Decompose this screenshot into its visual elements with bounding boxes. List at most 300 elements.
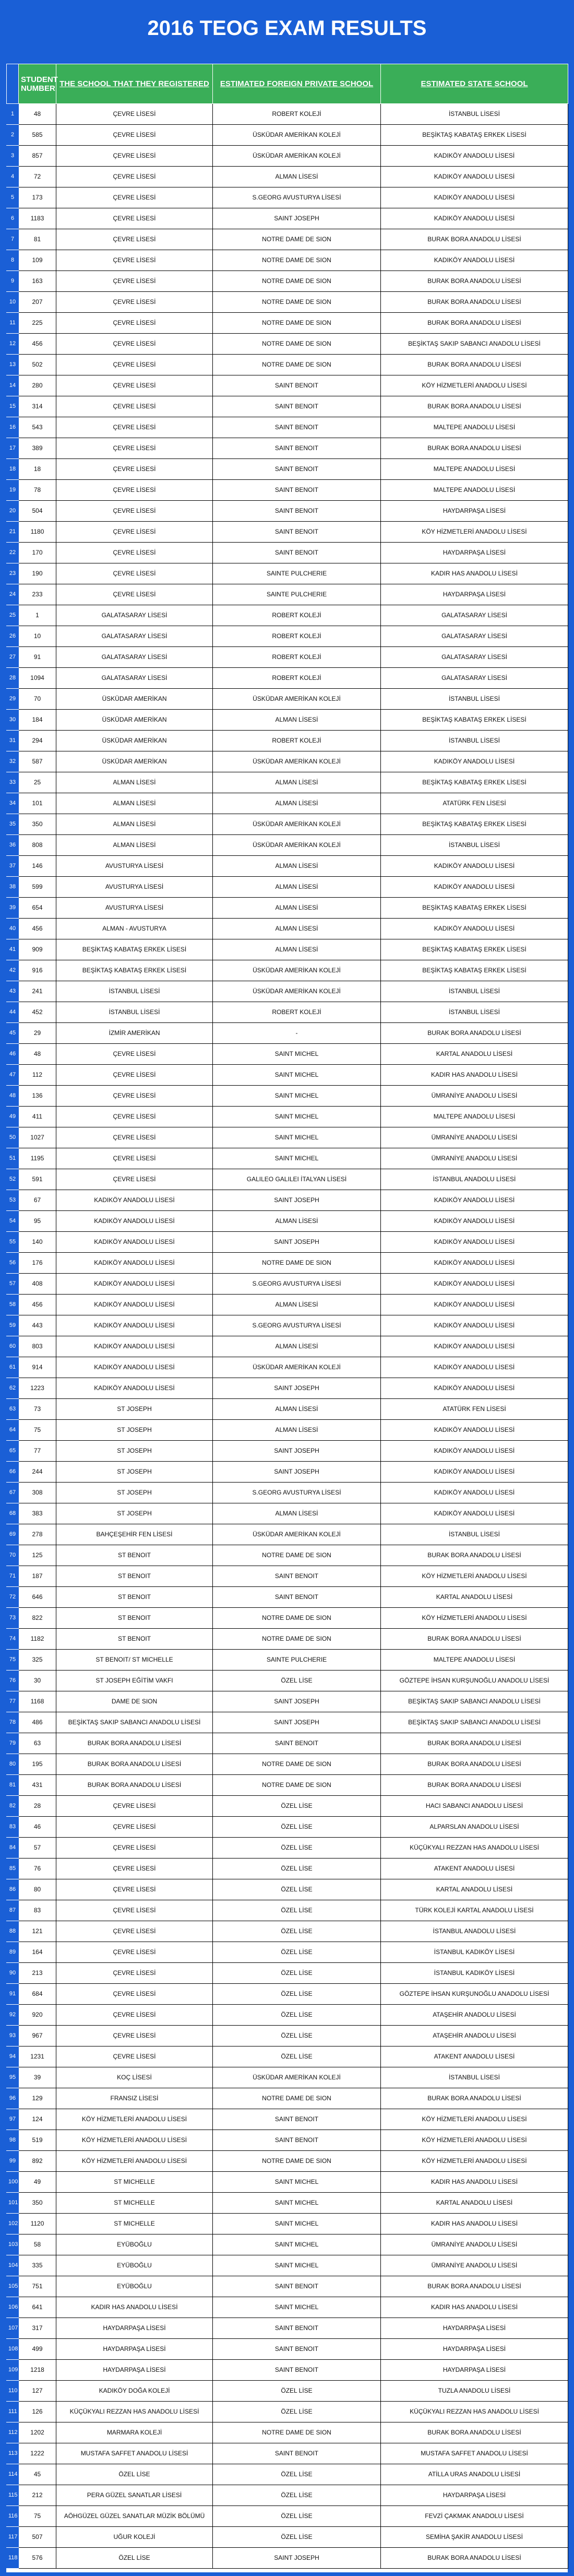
student-number-cell: 587 <box>19 751 56 772</box>
private-school-cell: ÖZEL LİSE <box>213 1796 381 1817</box>
row-index: 57 <box>7 1274 19 1295</box>
private-school-cell: SAINT BENOIT <box>213 522 381 543</box>
student-number-cell: 28 <box>19 1796 56 1817</box>
student-number-cell: 486 <box>19 1712 56 1733</box>
student-number-cell: 10 <box>19 626 56 647</box>
state-school-cell: KÖY HİZMETLERİ ANADOLU LİSESİ <box>381 522 568 543</box>
private-school-cell: ÜSKÜDAR AMERİKAN KOLEJİ <box>213 689 381 710</box>
student-number-cell: 808 <box>19 835 56 856</box>
table-row <box>7 772 568 793</box>
state-school-cell: BURAK BORA ANADOLU LİSESİ <box>381 292 568 313</box>
table-row <box>7 2381 568 2402</box>
row-index: 59 <box>7 1315 19 1336</box>
registered-school-cell: KÖY HİZMETLERİ ANADOLU LİSESİ <box>56 2151 213 2172</box>
student-number-cell: 543 <box>19 417 56 438</box>
private-school-cell: ÜSKÜDAR AMERİKAN KOLEJİ <box>213 1357 381 1378</box>
registered-school-cell: ÇEVRE LİSESİ <box>56 584 213 605</box>
student-number-cell: 129 <box>19 2088 56 2109</box>
row-index: 90 <box>7 1963 19 1984</box>
state-school-cell: KADIKÖY ANADOLU LİSESİ <box>381 1420 568 1441</box>
table-row <box>7 1169 568 1190</box>
row-index: 78 <box>7 1712 19 1733</box>
registered-school-cell: ST JOSEPH <box>56 1399 213 1420</box>
row-index: 52 <box>7 1169 19 1190</box>
state-school-cell: HACI SABANCI ANADOLU LİSESİ <box>381 1796 568 1817</box>
private-school-cell: ÜSKÜDAR AMERİKAN KOLEJİ <box>213 960 381 981</box>
table-row <box>7 1754 568 1775</box>
student-number-cell: 684 <box>19 1984 56 2005</box>
table-row <box>7 355 568 375</box>
student-number-cell: 190 <box>19 563 56 584</box>
registered-school-cell: ÇEVRE LİSESİ <box>56 1065 213 1086</box>
table-row <box>7 146 568 167</box>
table-row <box>7 2172 568 2193</box>
registered-school-cell: KADIKÖY ANADOLU LİSESİ <box>56 1274 213 1295</box>
student-number-cell: 519 <box>19 2130 56 2151</box>
student-number-cell: 109 <box>19 250 56 271</box>
row-index: 113 <box>7 2443 19 2464</box>
private-school-cell: SAINT BENOIT <box>213 375 381 396</box>
registered-school-cell: ÜSKÜDAR AMERİKAN <box>56 731 213 751</box>
registered-school-cell: AVUSTURYA LİSESİ <box>56 856 213 877</box>
state-school-cell: TUZLA ANADOLU LİSESİ <box>381 2381 568 2402</box>
row-index: 54 <box>7 1211 19 1232</box>
private-school-cell: SAINT MICHEL <box>213 1065 381 1086</box>
row-index: 25 <box>7 605 19 626</box>
private-school-cell: ÖZEL LİSE <box>213 2506 381 2527</box>
state-school-cell: TÜRK KOLEJİ KARTAL ANADOLU LİSESİ <box>381 1900 568 1921</box>
table-row <box>7 271 568 292</box>
state-school-cell: İSTANBUL LİSESİ <box>381 104 568 125</box>
private-school-cell: SAINT MICHEL <box>213 2193 381 2214</box>
state-school-cell: GÖZTEPE İHSAN KURŞUNOĞLU ANADOLU LİSESİ <box>381 1671 568 1691</box>
registered-school-cell: ÇEVRE LİSESİ <box>56 1900 213 1921</box>
registered-school-cell: ST BENOIT <box>56 1629 213 1650</box>
private-school-cell: NOTRE DAME DE SION <box>213 250 381 271</box>
registered-school-cell: ÇEVRE LİSESİ <box>56 480 213 501</box>
student-number-cell: 77 <box>19 1441 56 1462</box>
private-school-cell: SAINT BENOIT <box>213 501 381 522</box>
state-school-cell: BEŞİKTAŞ KABATAŞ ERKEK LİSESİ <box>381 710 568 731</box>
student-number-cell: 125 <box>19 1545 56 1566</box>
private-school-cell: NOTRE DAME DE SION <box>213 1608 381 1629</box>
private-school-cell: SAINT BENOIT <box>213 459 381 480</box>
table-row <box>7 2255 568 2276</box>
row-index: 116 <box>7 2506 19 2527</box>
state-school-cell: BEŞİKTAŞ SAKIP SABANCI ANADOLU LİSESİ <box>381 1691 568 1712</box>
student-number-cell: 452 <box>19 1002 56 1023</box>
table-row <box>7 2046 568 2067</box>
registered-school-cell: BEŞİKTAŞ SAKIP SABANCI ANADOLU LİSESİ <box>56 1712 213 1733</box>
private-school-cell: NOTRE DAME DE SION <box>213 229 381 250</box>
state-school-cell: KÖY HİZMETLERİ ANADOLU LİSESİ <box>381 2130 568 2151</box>
private-school-cell: ÖZEL LİSE <box>213 2005 381 2026</box>
registered-school-cell: HAYDARPAŞA LİSESİ <box>56 2339 213 2360</box>
table-row <box>7 1127 568 1148</box>
student-number-cell: 48 <box>19 104 56 125</box>
table-row <box>7 1065 568 1086</box>
registered-school-cell: ÇEVRE LİSESİ <box>56 2026 213 2046</box>
table-row <box>7 1587 568 1608</box>
table-row <box>7 1148 568 1169</box>
student-number-cell: 892 <box>19 2151 56 2172</box>
table-row <box>7 584 568 605</box>
student-number-cell: 456 <box>19 919 56 939</box>
registered-school-cell: ST BENOIT/ ST MICHELLE <box>56 1650 213 1671</box>
table-row <box>7 1378 568 1399</box>
registered-school-cell: ÇEVRE LİSESİ <box>56 146 213 167</box>
row-index: 75 <box>7 1650 19 1671</box>
state-school-header-label: ESTIMATED STATE SCHOOL <box>421 79 528 88</box>
row-index: 112 <box>7 2422 19 2443</box>
registered-school-cell: İSTANBUL LİSESİ <box>56 1002 213 1023</box>
student-number-cell: 1 <box>19 605 56 626</box>
registered-school-cell: ÇEVRE LİSESİ <box>56 271 213 292</box>
student-number-cell: 599 <box>19 877 56 898</box>
registered-school-cell: ÇEVRE LİSESİ <box>56 1879 213 1900</box>
private-school-cell: SAINT JOSEPH <box>213 1462 381 1483</box>
registered-school-cell: ÇEVRE LİSESİ <box>56 1942 213 1963</box>
table-row <box>7 1044 568 1065</box>
registered-school-cell: ST MICHELLE <box>56 2193 213 2214</box>
state-school-cell: BURAK BORA ANADOLU LİSESİ <box>381 271 568 292</box>
registered-school-cell: ÇEVRE LİSESİ <box>56 1127 213 1148</box>
row-index: 35 <box>7 814 19 835</box>
state-school-cell: BURAK BORA ANADOLU LİSESİ <box>381 2422 568 2443</box>
registered-school-cell: İZMİR AMERİKAN <box>56 1023 213 1044</box>
student-number-cell: 39 <box>19 2067 56 2088</box>
row-index: 43 <box>7 981 19 1002</box>
row-index: 44 <box>7 1002 19 1023</box>
private-school-cell: ALMAN LİSESİ <box>213 919 381 939</box>
registered-school-cell: ÇEVRE LİSESİ <box>56 292 213 313</box>
private-school-cell: SAINT BENOIT <box>213 2360 381 2381</box>
private-school-cell: ÖZEL LİSE <box>213 1921 381 1942</box>
state-school-cell: İSTANBUL LİSESİ <box>381 2067 568 2088</box>
student-number-cell: 95 <box>19 1211 56 1232</box>
student-number-cell: 456 <box>19 1295 56 1315</box>
student-number-cell: 916 <box>19 960 56 981</box>
state-school-cell: KADIKÖY ANADOLU LİSESİ <box>381 146 568 167</box>
results-sheet <box>6 64 568 2572</box>
student-number-cell: 857 <box>19 146 56 167</box>
state-school-cell: KADIKÖY ANADOLU LİSESİ <box>381 167 568 187</box>
student-number-cell: 73 <box>19 1399 56 1420</box>
private-school-cell: NOTRE DAME DE SION <box>213 292 381 313</box>
registered-school-cell: KADIKÖY ANADOLU LİSESİ <box>56 1357 213 1378</box>
state-school-cell: GALATASARAY LİSESİ <box>381 626 568 647</box>
registered-school-cell: ST JOSEPH <box>56 1503 213 1524</box>
student-number-cell: 112 <box>19 1065 56 1086</box>
registered-school-cell: ST MICHELLE <box>56 2172 213 2193</box>
private-school-cell: NOTRE DAME DE SION <box>213 1629 381 1650</box>
registered-school-cell: BAHÇEŞEHİR FEN LİSESİ <box>56 1524 213 1545</box>
registered-school-cell: ALMAN - AVUSTURYA <box>56 919 213 939</box>
state-school-cell: KARTAL ANADOLU LİSESİ <box>381 1587 568 1608</box>
private-school-cell: SAINT BENOIT <box>213 1566 381 1587</box>
header-row <box>7 64 568 104</box>
private-school-cell: ALMAN LİSESİ <box>213 1211 381 1232</box>
table-row <box>7 2318 568 2339</box>
row-index: 40 <box>7 919 19 939</box>
row-index: 27 <box>7 647 19 668</box>
table-row <box>7 522 568 543</box>
registered-school-cell: ÖZEL LİSE <box>56 2464 213 2485</box>
student-number-cell: 176 <box>19 1253 56 1274</box>
row-index: 77 <box>7 1691 19 1712</box>
private-school-cell: ALMAN LİSESİ <box>213 1295 381 1315</box>
table-row <box>7 814 568 835</box>
state-school-cell: ÜMRANİYE ANADOLU LİSESİ <box>381 1127 568 1148</box>
row-index: 86 <box>7 1879 19 1900</box>
student-number-cell: 101 <box>19 793 56 814</box>
student-number-cell: 146 <box>19 856 56 877</box>
private-school-cell: ALMAN LİSESİ <box>213 1420 381 1441</box>
table-row <box>7 2339 568 2360</box>
row-index: 73 <box>7 1608 19 1629</box>
registered-school-cell: ÇEVRE LİSESİ <box>56 459 213 480</box>
table-row <box>7 1462 568 1483</box>
private-school-cell: ALMAN LİSESİ <box>213 856 381 877</box>
state-school-cell: MALTEPE ANADOLU LİSESİ <box>381 480 568 501</box>
table-row <box>7 1566 568 1587</box>
private-school-cell: ALMAN LİSESİ <box>213 167 381 187</box>
index-header <box>7 64 19 104</box>
student-number-cell: 136 <box>19 1086 56 1107</box>
state-school-cell: HAYDARPAŞA LİSESİ <box>381 584 568 605</box>
private-school-cell: ALMAN LİSESİ <box>213 710 381 731</box>
private-school-cell: ÜSKÜDAR AMERİKAN KOLEJİ <box>213 146 381 167</box>
row-index: 105 <box>7 2276 19 2297</box>
registered-school-cell: ÇEVRE LİSESİ <box>56 1148 213 1169</box>
state-school-cell: BEŞİKTAŞ KABATAŞ ERKEK LİSESİ <box>381 898 568 919</box>
row-index: 16 <box>7 417 19 438</box>
registered-school-cell: ÇEVRE LİSESİ <box>56 1169 213 1190</box>
student-number-cell: 591 <box>19 1169 56 1190</box>
table-row <box>7 125 568 146</box>
registered-school-cell: ÇEVRE LİSESİ <box>56 1796 213 1817</box>
state-school-cell: İSTANBUL ANADOLU LİSESİ <box>381 1921 568 1942</box>
table-row <box>7 1691 568 1712</box>
student-number-cell: 163 <box>19 271 56 292</box>
student-number-cell: 63 <box>19 1733 56 1754</box>
row-index: 19 <box>7 480 19 501</box>
registered-school-cell: ALMAN LİSESİ <box>56 772 213 793</box>
state-school-cell: KÖY HİZMETLERİ ANADOLU LİSESİ <box>381 375 568 396</box>
state-school-cell: İSTANBUL LİSESİ <box>381 689 568 710</box>
table-row <box>7 1671 568 1691</box>
table-row <box>7 1921 568 1942</box>
table-row <box>7 1775 568 1796</box>
student-number-header: STUDENT NUMBER <box>19 64 56 104</box>
registered-school-cell: MARMARA KOLEJİ <box>56 2422 213 2443</box>
private-school-cell: ROBERT KOLEJİ <box>213 731 381 751</box>
row-index: 80 <box>7 1754 19 1775</box>
row-index: 91 <box>7 1984 19 2005</box>
table-row <box>7 2005 568 2026</box>
state-school-cell: İSTANBUL KADIKÖY LİSESİ <box>381 1942 568 1963</box>
student-number-cell: 121 <box>19 1921 56 1942</box>
state-school-cell: İSTANBUL LİSESİ <box>381 835 568 856</box>
registered-school-cell: ÇEVRE LİSESİ <box>56 501 213 522</box>
private-school-cell: ÜSKÜDAR AMERİKAN KOLEJİ <box>213 835 381 856</box>
private-school-cell: ÖZEL LİSE <box>213 2527 381 2548</box>
private-school-cell: ALMAN LİSESİ <box>213 772 381 793</box>
state-school-cell: HAYDARPAŞA LİSESİ <box>381 501 568 522</box>
table-row <box>7 2297 568 2318</box>
state-school-cell: BURAK BORA ANADOLU LİSESİ <box>381 2276 568 2297</box>
registered-school-cell: MUSTAFA SAFFET ANADOLU LİSESİ <box>56 2443 213 2464</box>
private-school-cell: NOTRE DAME DE SION <box>213 2422 381 2443</box>
state-school-cell: KADIKÖY ANADOLU LİSESİ <box>381 1503 568 1524</box>
student-number-cell: 75 <box>19 2506 56 2527</box>
student-number-cell: 967 <box>19 2026 56 2046</box>
table-row <box>7 1608 568 1629</box>
table-row <box>7 981 568 1002</box>
student-number-cell: 502 <box>19 355 56 375</box>
state-school-cell: SEMİHA ŞAKİR ANADOLU LİSESİ <box>381 2527 568 2548</box>
student-number-cell: 585 <box>19 125 56 146</box>
table-row <box>7 2443 568 2464</box>
state-school-cell: KADIKÖY ANADOLU LİSESİ <box>381 1336 568 1357</box>
row-index: 95 <box>7 2067 19 2088</box>
student-number-cell: 909 <box>19 939 56 960</box>
state-school-cell: KADIKÖY ANADOLU LİSESİ <box>381 1315 568 1336</box>
row-index: 68 <box>7 1503 19 1524</box>
row-index: 33 <box>7 772 19 793</box>
state-school-cell: KÜÇÜKYALI REZZAN HAS ANADOLU LİSESİ <box>381 2402 568 2422</box>
student-number-cell: 1231 <box>19 2046 56 2067</box>
registered-school-cell: ST BENOIT <box>56 1566 213 1587</box>
row-index: 45 <box>7 1023 19 1044</box>
table-row <box>7 626 568 647</box>
student-number-cell: 45 <box>19 2464 56 2485</box>
registered-school-cell: KADIKÖY ANADOLU LİSESİ <box>56 1315 213 1336</box>
state-school-cell: ÜMRANİYE ANADOLU LİSESİ <box>381 1086 568 1107</box>
state-school-cell: BURAK BORA ANADOLU LİSESİ <box>381 1733 568 1754</box>
row-index: 34 <box>7 793 19 814</box>
table-row <box>7 1859 568 1879</box>
registered-school-header <box>56 64 213 104</box>
private-school-cell: SAINT BENOIT <box>213 1733 381 1754</box>
registered-school-cell: GALATASARAY LİSESİ <box>56 605 213 626</box>
table-row <box>7 710 568 731</box>
table-row <box>7 1963 568 1984</box>
table-row <box>7 1524 568 1545</box>
private-school-cell: SAINT MICHEL <box>213 1086 381 1107</box>
state-school-cell: İSTANBUL LİSESİ <box>381 731 568 751</box>
row-index: 2 <box>7 125 19 146</box>
row-index: 107 <box>7 2318 19 2339</box>
student-number-cell: 308 <box>19 1483 56 1503</box>
registered-school-cell: ÇEVRE LİSESİ <box>56 417 213 438</box>
private-school-cell: ÖZEL LİSE <box>213 1963 381 1984</box>
table-row <box>7 731 568 751</box>
student-number-cell: 140 <box>19 1232 56 1253</box>
registered-school-header-label: THE SCHOOL THAT THEY REGISTERED <box>59 79 209 88</box>
private-school-cell: ALMAN LİSESİ <box>213 877 381 898</box>
student-number-cell: 173 <box>19 187 56 208</box>
row-index: 117 <box>7 2527 19 2548</box>
registered-school-cell: KADIKÖY DOĞA KOLEJİ <box>56 2381 213 2402</box>
registered-school-cell: ÇEVRE LİSESİ <box>56 313 213 334</box>
registered-school-cell: ÇEVRE LİSESİ <box>56 167 213 187</box>
row-index: 83 <box>7 1817 19 1838</box>
table-row <box>7 1838 568 1859</box>
registered-school-cell: ÇEVRE LİSESİ <box>56 1859 213 1879</box>
row-index: 55 <box>7 1232 19 1253</box>
row-index: 79 <box>7 1733 19 1754</box>
table-row <box>7 480 568 501</box>
private-school-cell: SAINT MICHEL <box>213 2255 381 2276</box>
private-school-cell: ÜSKÜDAR AMERİKAN KOLEJİ <box>213 981 381 1002</box>
row-index: 7 <box>7 229 19 250</box>
row-index: 65 <box>7 1441 19 1462</box>
row-index: 17 <box>7 438 19 459</box>
state-school-cell: BEŞİKTAŞ KABATAŞ ERKEK LİSESİ <box>381 960 568 981</box>
private-school-cell: SAINT BENOIT <box>213 543 381 563</box>
private-school-cell: SAINT BENOIT <box>213 480 381 501</box>
row-index: 23 <box>7 563 19 584</box>
row-index: 110 <box>7 2381 19 2402</box>
private-school-header-label: ESTIMATED FOREIGN PRIVATE SCHOOL <box>220 79 374 88</box>
table-row <box>7 1712 568 1733</box>
row-index: 62 <box>7 1378 19 1399</box>
table-row <box>7 877 568 898</box>
state-school-cell: BURAK BORA ANADOLU LİSESİ <box>381 355 568 375</box>
student-number-cell: 576 <box>19 2548 56 2569</box>
state-school-cell: KADIKÖY ANADOLU LİSESİ <box>381 1190 568 1211</box>
table-row <box>7 1503 568 1524</box>
registered-school-cell: ÜSKÜDAR AMERİKAN <box>56 710 213 731</box>
private-school-cell: SAINT JOSEPH <box>213 1378 381 1399</box>
student-number-cell: 350 <box>19 2193 56 2214</box>
row-index: 20 <box>7 501 19 522</box>
state-school-cell: KADIKÖY ANADOLU LİSESİ <box>381 208 568 229</box>
student-number-cell: 920 <box>19 2005 56 2026</box>
row-index: 1 <box>7 104 19 125</box>
table-row <box>7 1399 568 1420</box>
student-number-cell: 244 <box>19 1462 56 1483</box>
registered-school-cell: HAYDARPAŞA LİSESİ <box>56 2360 213 2381</box>
student-number-cell: 75 <box>19 1420 56 1441</box>
private-school-cell: ÖZEL LİSE <box>213 2381 381 2402</box>
student-number-cell: 1094 <box>19 668 56 689</box>
private-school-cell: ÖZEL LİSE <box>213 1879 381 1900</box>
private-school-cell: SAINT MICHEL <box>213 1148 381 1169</box>
private-school-cell: SAINT MICHEL <box>213 1044 381 1065</box>
table-row <box>7 2422 568 2443</box>
state-school-cell: KADIKÖY ANADOLU LİSESİ <box>381 187 568 208</box>
state-school-cell: KÖY HİZMETLERİ ANADOLU LİSESİ <box>381 1608 568 1629</box>
row-index: 111 <box>7 2402 19 2422</box>
private-school-header <box>213 64 381 104</box>
table-row <box>7 2485 568 2506</box>
student-number-cell: 187 <box>19 1566 56 1587</box>
state-school-cell: FEVZİ ÇAKMAK ANADOLU LİSESİ <box>381 2506 568 2527</box>
row-index: 56 <box>7 1253 19 1274</box>
private-school-cell: SAINT MICHEL <box>213 2234 381 2255</box>
student-number-cell: 654 <box>19 898 56 919</box>
state-school-cell: KADIKÖY ANADOLU LİSESİ <box>381 1295 568 1315</box>
registered-school-cell: AVUSTURYA LİSESİ <box>56 898 213 919</box>
table-row <box>7 229 568 250</box>
registered-school-cell: ÖZEL LİSE <box>56 2548 213 2569</box>
registered-school-cell: ÇEVRE LİSESİ <box>56 543 213 563</box>
private-school-cell: NOTRE DAME DE SION <box>213 1253 381 1274</box>
table-row <box>7 960 568 981</box>
private-school-cell: SAINT BENOIT <box>213 417 381 438</box>
